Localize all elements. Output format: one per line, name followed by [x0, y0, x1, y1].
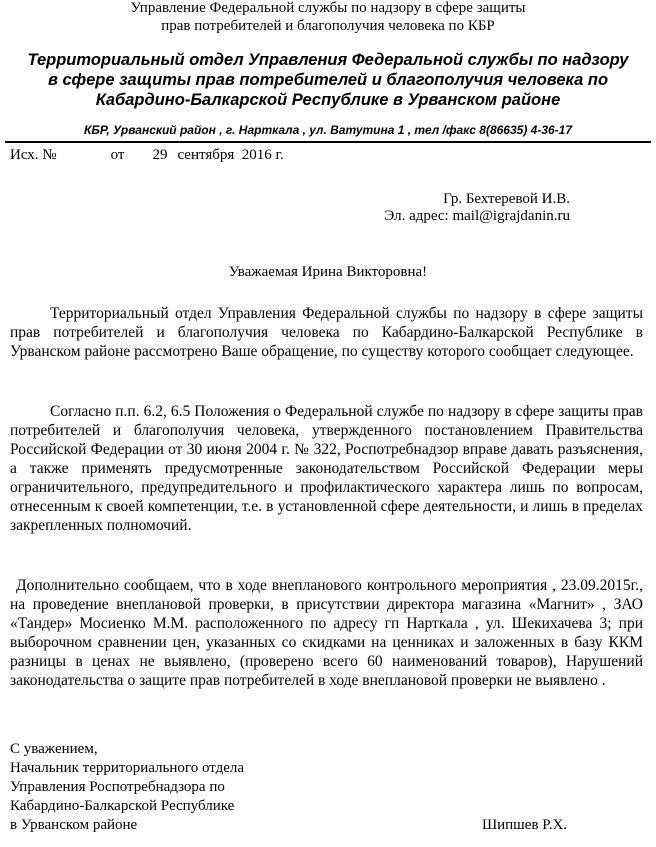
reference-from-label: от: [110, 147, 125, 163]
header-divider: [5, 141, 651, 143]
outgoing-reference: [10, 146, 284, 164]
paragraph-1: Территориальный отдел Управления Федеральной службы по надзору в сфере защиты прав потребителей и благополучия человека по Кабардино-Балкарской Республике в Урванском районе рассмотрено Ваше обращение, по существу которого сообщает следующее.: [10, 305, 643, 360]
recipient-name: Гр. Бехтеревой И.В.: [443, 191, 570, 207]
recipient-email: Эл. адрес: mail@igrajdanin.ru: [384, 208, 570, 224]
department-address: КБР, Урванский район , г. Нарткала , ул. Ватутина 1 , тел /факс 8(86635) 4-36-17: [83, 123, 573, 137]
header-line-2: прав потребителей и благополучия человека по КБР: [161, 18, 495, 34]
signature-line-5: в Урванском районе: [10, 817, 138, 833]
header-line-1: Управление Федеральной службы по надзору в сфере защиты: [130, 0, 526, 16]
signature-line-3: Управления Роспотребнадзора по: [10, 779, 225, 795]
paragraph-3: Дополнительно сообщаем, что в ходе внепланового контрольного мероприятия , 23.09.2015г., на проведение внеплановой проверки, в присутствии директора магазина «Магнит» , ЗАО «Тандер» Мосиенко М.М. расположенного по адресу гп Нарткала , ул. Шекихачева 3; при выборочном сравнении цен, указанных со скидками на ценниках и заложенных в базу ККМ разницы в ценах не выявлено, (проверено всего 60 наименований товаров), Нарушений законодательства о защите прав потребителей в ходе внеплановой проверки не выявлено .: [10, 577, 643, 689]
reference-day: 29: [152, 147, 168, 163]
paragraph-2: Согласно п.п. 6.2, 6.5 Положения о Федеральной службе по надзору в сфере защиты прав потребителей и благополучия человека, утвержденного постановлением Правительства Российской Федерации от 30 июня 2004 г. № 322, Роспотребнадзор вправе давать разъяснения, а также применять предусмотренные законодательством Российской Федерации меры ограничительного, предупредительного и профилактического характера лишь по вопросам, отнесенным к своей компетенции, т.е. в установленной сфере деятельности, и лишь в пределах закрепленных полномочий.: [10, 403, 643, 534]
signer-name: Шипшев Р.Х.: [482, 817, 568, 833]
department-title-line-2: в сфере защиты прав потребителей и благополучия человека по: [47, 71, 609, 89]
department-title-line-3: Кабардино-Балкарской Республике в Урванском районе: [95, 91, 561, 109]
signature-line-1: С уважением,: [10, 741, 98, 757]
signature-block: [10, 740, 244, 835]
reference-number-label: Исх. №: [10, 147, 57, 163]
signature-line-4: Кабардино-Балкарской Республике: [10, 798, 235, 814]
signature-line-2: Начальник территориального отдела: [10, 760, 245, 776]
greeting: Уважаемая Ирина Викторовна!: [228, 264, 428, 280]
department-title-line-1: Территориальный отдел Управления Федеральной службы по надзору: [27, 51, 629, 69]
reference-month-year: сентября 2016 г.: [177, 147, 284, 163]
department-title: [10, 50, 646, 110]
